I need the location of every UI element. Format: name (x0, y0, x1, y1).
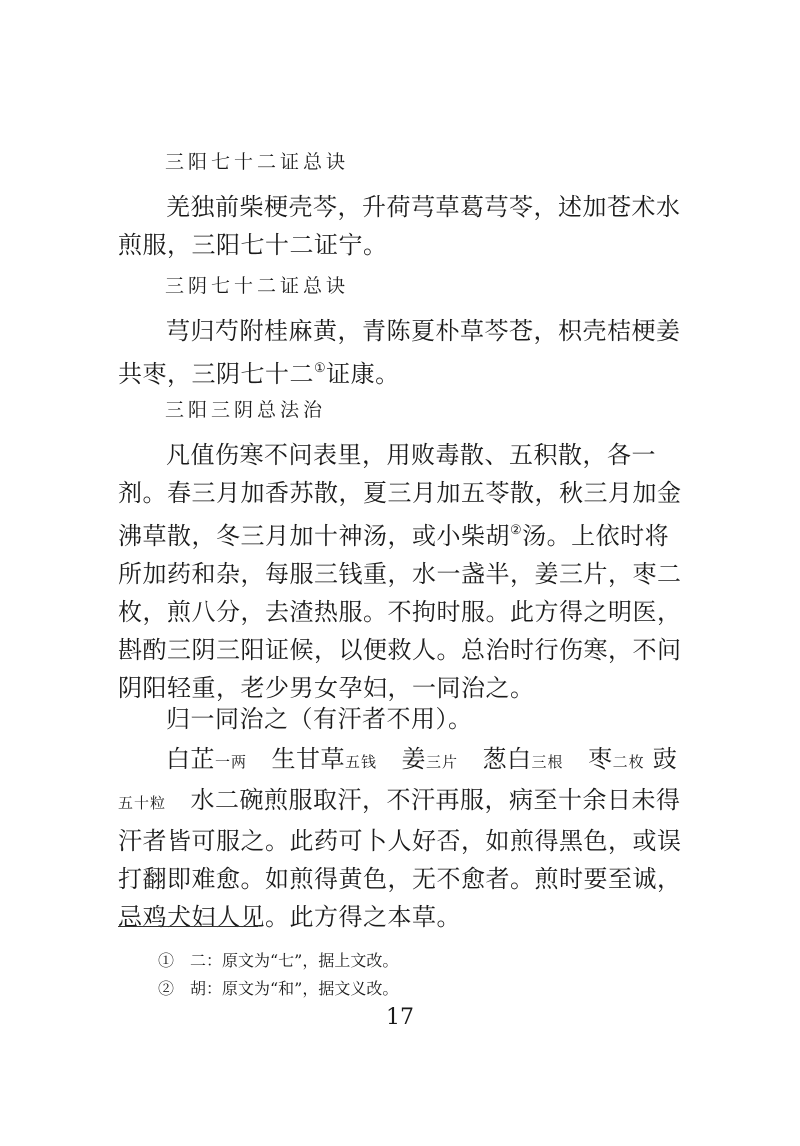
dose-gancao: 五钱 (345, 753, 378, 771)
ingredient-congbai: 葱白 (482, 745, 532, 773)
paragraph-sanyin-verse: 芎归芍附桂麻黄，青陈夏朴草芩苍，枳壳桔梗姜共枣，三阴七十二①证康。 (118, 317, 681, 388)
prescription-instructions: 水二碗煎服取汗，不汗再服，病至十余日未得汗者皆可服之。此药可卜人好否，如煎得黑色，或误打翻即难愈。如煎得黄色，无不愈者。煎时要至诚，忌鸡犬妇人见。此方得之本草。 (118, 786, 682, 931)
footnote-marker-1[interactable]: ① (314, 361, 327, 376)
ingredient-chi: 豉 (652, 745, 678, 773)
dose-jiang: 三片 (426, 753, 459, 771)
ingredient-zao: 枣 (588, 745, 613, 773)
section-heading-method: 三阳三阴总法治 (165, 399, 327, 421)
paragraph-prescription (118, 740, 688, 936)
section-heading-sanyang: 三阳七十二证总诀 (165, 151, 350, 173)
ingredient-gancao: 生甘草 (271, 745, 346, 773)
paragraph-guiyi: 归一同治之（有汗者不用）。 (166, 705, 473, 733)
section-heading-sanyin: 三阴七十二证总诀 (165, 275, 350, 297)
paragraph-method: 凡值伤寒不问表里，用败毒散、五积散，各一剂。春三月加香苏散，夏三月加五苓散，秋三月加金沸草散，冬三月加十神汤，或小柴胡②汤。上依时将所加药和杂，每服三钱重，水一盏半，姜三片，枣二枚，煎八分，去渣热服。不拘时服。此方得之明医，斟酌三阴三阳证候，以便救人。总治时行伤寒，不问阴阳轻重，老少男女孕妇，一同治之。 (118, 441, 682, 702)
footnote-2: ② 胡：原文为“和”，据文义改。 (158, 979, 399, 998)
footnote-divider (118, 926, 258, 927)
footnote-1: ① 二：原文为“七”，据上文改。 (158, 951, 399, 970)
ingredient-jiang: 姜 (401, 745, 427, 773)
dose-congbai: 三根 (531, 753, 564, 771)
paragraph-sanyang-verse: 羌独前柴梗壳芩，升荷芎草葛芎苓，述加苍术水煎服，三阳七十二证宁。 (118, 193, 681, 259)
ingredient-baizhi: 白芷 (166, 745, 215, 773)
dose-chi: 五十粒 (118, 794, 167, 812)
dose-baizhi: 一两 (215, 753, 248, 771)
footnote-marker-2[interactable]: ② (510, 523, 523, 538)
page-number: 17 (386, 1005, 414, 1030)
dose-zao: 二枚 (612, 753, 645, 771)
